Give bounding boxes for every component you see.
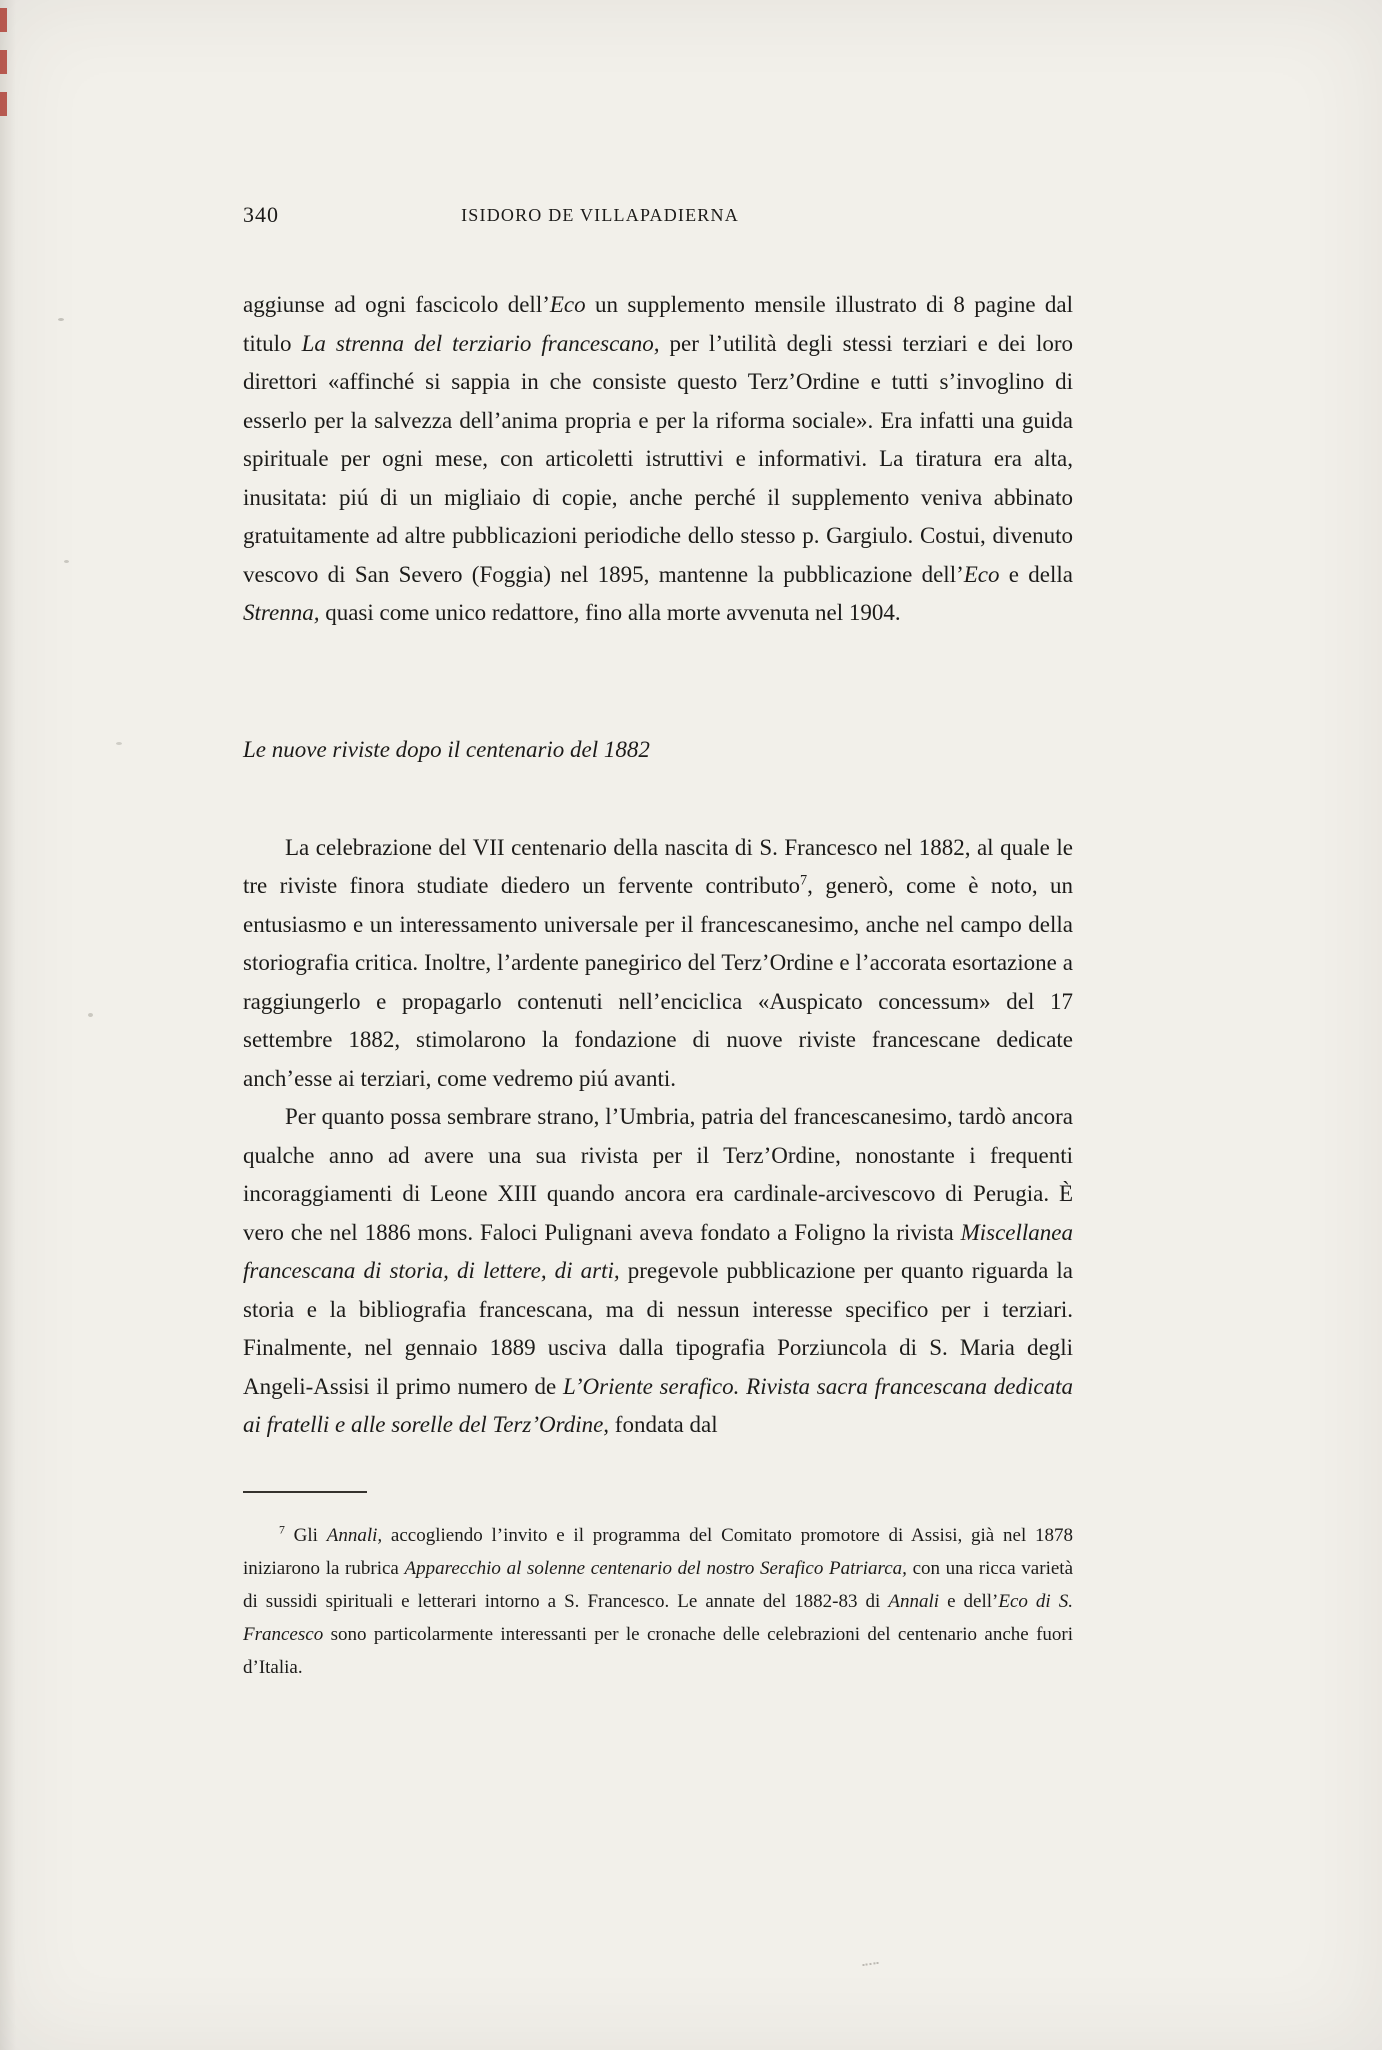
scan-speck bbox=[116, 742, 122, 745]
paragraph-1: aggiunse ad ogni fascicolo dell’Eco un supplemento mensile illustrato di 8 pagine dal titulo La strenna del terziario francescano, per l’utilità degli stessi terziari e dei loro direttori «affinché si sappia in che consiste questo Terz’Ordine e tutti s’invoglino di esserlo per la salvezza dell’anima propria e per la riforma sociale». Era infatti una guida spirituale per ogni mese, con articoletti istruttivi e informativi. La tiratura era alta, inusitata: piú di un migliaio di copie, anche perché il supplemento veniva abbinato gratuitamente ad altre pubblicazioni periodiche dello stesso p. Gargiulo. Costui, divenuto vescovo di San Severo (Foggia) nel 1895, mantenne la pubblicazione dell’Eco e della Strenna, quasi come unico redattore, fino alla morte avvenuta nel 1904. bbox=[243, 292, 1074, 625]
running-title: ISIDORO DE VILLAPADIERNA bbox=[461, 205, 739, 225]
page-header bbox=[243, 200, 1073, 232]
footnote: $^7$ Gli Annali, accogliendo l’invito e il programma del Comitato promotore di Assisi, già nel 1878 iniziarono la rubrica Apparecchio al solenne centenario del nostro Serafico Patriarca, con una ricca varietà di sussidi spirituali e letterari intorno a S. Francesco. Le annate del 1882-83 di Annali e dell’Eco di S. Francesco sono particolarmente interessanti per le cronache delle celebrazioni del centenario anche fuori d’Italia. bbox=[243, 1523, 1074, 1678]
scan-speck bbox=[88, 1013, 93, 1017]
scan-speck bbox=[64, 560, 69, 563]
paragraph-3: Per quanto possa sembrare strano, l’Umbria, patria del francescanesimo, tardò ancora qualche anno ad avere una sua rivista per il Terz’Ordine, nonostante i frequenti incoraggiamenti di Leone XIII quando ancora era cardinale-arcivescovo di Perugia. È vero che nel 1886 mons. Faloci Pulignani aveva fondato a Foligno la rivista Miscellanea francescana di storia, di lettere, di arti, pregevole pubblicazione per quanto riguarda la storia e la bibliografia francescana, ma di nessun interesse specifico per i terziari. Finalmente, nel gennaio 1889 usciva dalla tipografia Porziuncola di S. Maria degli Angeli-Assisi il primo numero de L’Oriente serafico. Rivista sacra francescana dedicata ai fratelli e alle sorelle del Terz’Ordine, fondata dal bbox=[243, 1104, 1073, 1437]
scan-artifact-red-marks bbox=[0, 8, 7, 120]
paragraph-2: La celebrazione del VII centenario della nascita di S. Francesco nel 1882, al quale le tre riviste finora studiate diedero un fervente contributo$^7$, generò, come è noto, un entusiasmo e un interessamento universale per il francescanesimo, anche nel campo della storiografia critica. Inoltre, l’ardente panegirico del Terz’Ordine e l’accorata esortazione a raggiungerlo e propagarlo contenuti nell’enciclica «Auspicato concessum» del 17 settembre 1882, stimolarono la fondazione di nuove riviste francescane dedicate anch’esse ai terziari, come vedremo piú avanti. bbox=[243, 834, 1073, 1091]
scan-speck bbox=[58, 318, 64, 321]
section-heading: Le nuove riviste dopo il centenario del 1882 bbox=[243, 736, 650, 762]
footnote-rule bbox=[243, 1491, 367, 1493]
scan-squiggle bbox=[861, 1955, 878, 1966]
text-block bbox=[243, 0, 1073, 1684]
page-number: 340 bbox=[243, 202, 279, 227]
